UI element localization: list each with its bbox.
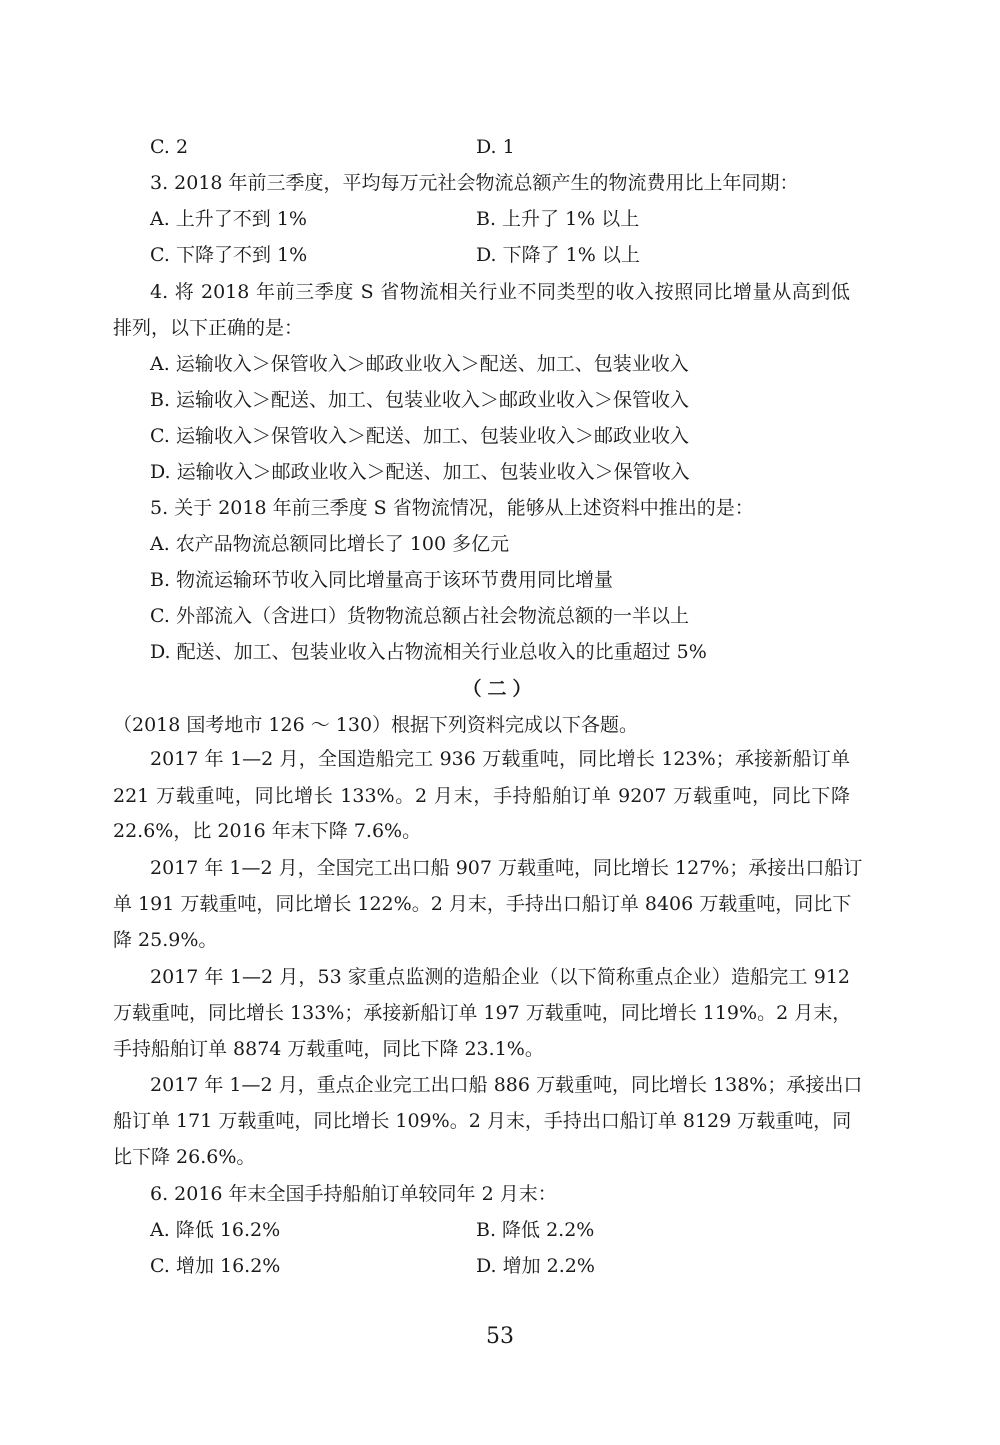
q4-option-d: D. 运输收入＞邮政业收入＞配送、加工、包装业收入＞保管收入 (150, 461, 690, 483)
q6-option-c: C. 增加 16.2% (150, 1255, 281, 1277)
page-number: 53 (486, 1324, 514, 1349)
q3-option-c: C. 下降了不到 1% (150, 244, 308, 266)
q3-option-a: A. 上升了不到 1% (150, 208, 307, 230)
q4-option-b: B. 运输收入＞配送、加工、包装业收入＞邮政业收入＞保管收入 (150, 389, 690, 411)
paragraph-3-line-3: 手持船舶订单 8874 万载重吨，同比下降 23.1%。 (113, 1038, 544, 1060)
paragraph-4-line-1: 2017 年 1—2 月，重点企业完工出口船 886 万载重吨，同比增长 138%；承接出口 (150, 1074, 863, 1096)
paragraph-2-line-1: 2017 年 1—2 月，全国完工出口船 907 万载重吨，同比增长 127%；承接出口船订 (150, 857, 863, 879)
paragraph-3-line-2: 万载重吨，同比增长 133%；承接新船订单 197 万载重吨，同比增长 119%。2 月末， (113, 1002, 852, 1024)
paragraph-4-line-3: 比下降 26.6%。 (113, 1146, 256, 1168)
q6-option-b: B. 降低 2.2% (476, 1219, 595, 1241)
paragraph-1-line-2: 221 万载重吨，同比增长 133%。2 月末，手持船舶订单 9207 万载重吨，同比下降 (113, 785, 850, 807)
q5-option-d: D. 配送、加工、包装业收入占物流相关行业总收入的比重超过 5% (150, 641, 707, 663)
q4-option-c: C. 运输收入＞保管收入＞配送、加工、包装业收入＞邮政业收入 (150, 425, 689, 447)
paragraph-1-line-3: 22.6%，比 2016 年末下降 7.6%。 (113, 820, 422, 842)
q3-option-d: D. 下降了 1% 以上 (476, 244, 640, 266)
paragraph-4-line-2: 船订单 171 万载重吨，同比增长 109%。2 月末，手持出口船订单 8129 万载重吨，同 (113, 1110, 852, 1132)
q5-option-b: B. 物流运输环节收入同比增量高于该环节费用同比增量 (150, 569, 614, 591)
q3-stem: 3. 2018 年前三季度，平均每万元社会物流总额产生的物流费用比上年同期： (150, 172, 799, 194)
section-intro: （2018 国考地市 126 ～ 130）根据下列资料完成以下各题。 (113, 714, 639, 736)
paragraph-2-line-2: 单 191 万载重吨，同比增长 122%。2 月末，手持出口船订单 8406 万载重吨，同比下 (113, 893, 852, 915)
q4-stem-line1: 4. 将 2018 年前三季度 S 省物流相关行业不同类型的收入按照同比增量从高到低 (150, 281, 850, 303)
paragraph-2-line-3: 降 25.9%。 (113, 929, 218, 951)
q5-option-a: A. 农产品物流总额同比增长了 100 多亿元 (150, 533, 510, 555)
q2-option-c: C. 2 (150, 136, 189, 158)
paragraph-1-line-1: 2017 年 1—2 月，全国造船完工 936 万载重吨，同比增长 123%；承接新船订单 (150, 748, 850, 770)
q6-option-a: A. 降低 16.2% (150, 1219, 281, 1241)
q5-option-c: C. 外部流入（含进口）货物物流总额占社会物流总额的一半以上 (150, 605, 689, 627)
section-heading: （二） (462, 678, 538, 700)
q3-option-b: B. 上升了 1% 以上 (476, 208, 640, 230)
q6-stem: 6. 2016 年末全国手持船舶订单较同年 2 月末： (150, 1183, 557, 1205)
q5-stem: 5. 关于 2018 年前三季度 S 省物流情况，能够从上述资料中推出的是： (150, 497, 754, 519)
q4-stem-line2: 排列，以下正确的是： (113, 317, 304, 339)
q6-option-d: D. 增加 2.2% (476, 1255, 595, 1277)
paragraph-3-line-1: 2017 年 1—2 月，53 家重点监测的造船企业（以下简称重点企业）造船完工 912 (150, 966, 850, 988)
q4-option-a: A. 运输收入＞保管收入＞邮政业收入＞配送、加工、包装业收入 (150, 353, 689, 375)
q2-option-d: D. 1 (476, 136, 515, 158)
